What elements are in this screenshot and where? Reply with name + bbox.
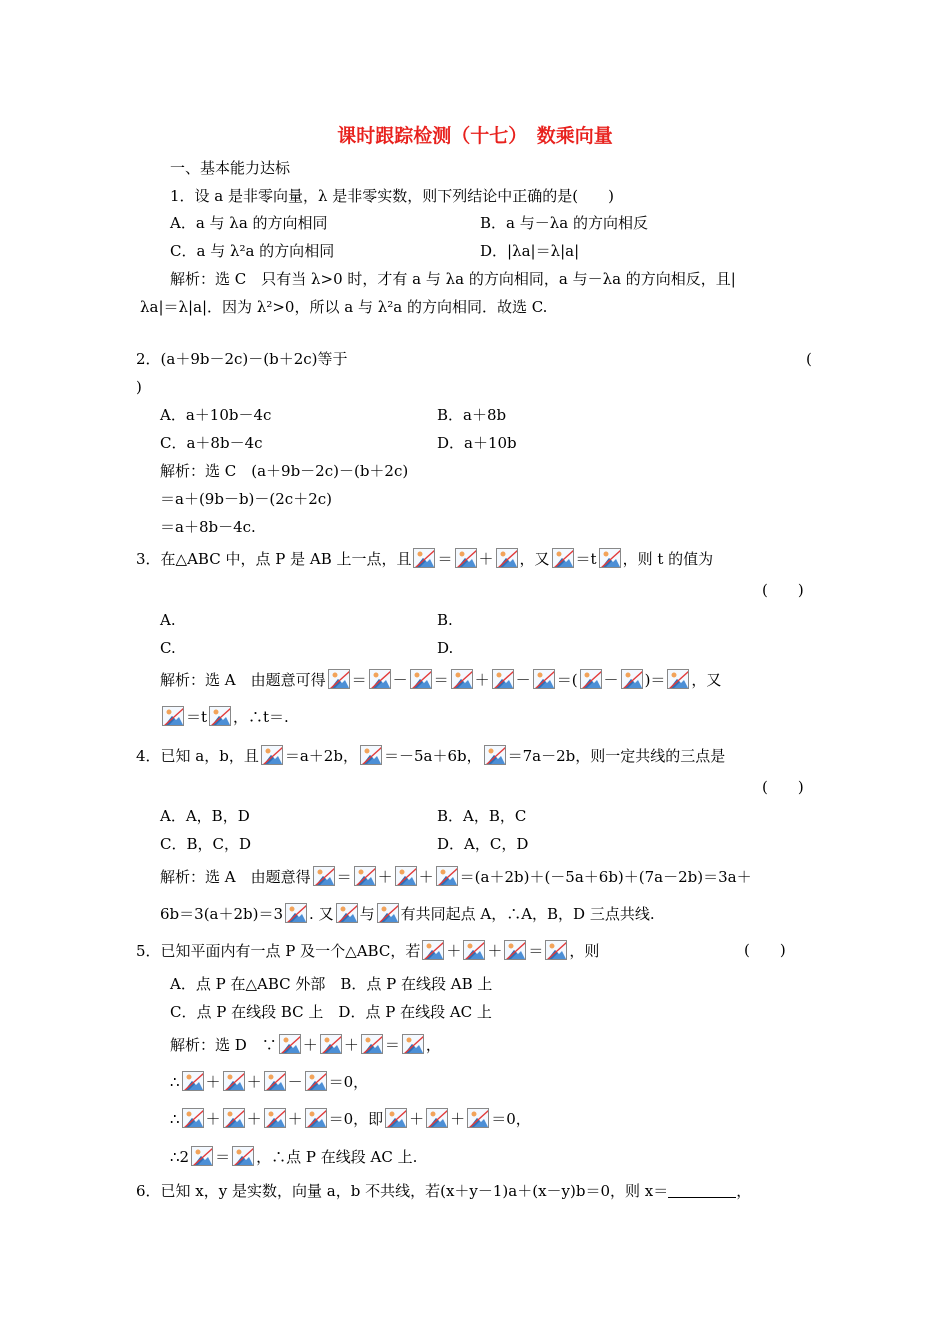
plus-sign: ＋ (478, 550, 494, 568)
vector-image-icon (182, 1071, 204, 1091)
vector-image-icon (285, 903, 307, 923)
vector-image-icon (599, 548, 621, 568)
q4-stem (136, 745, 725, 766)
q3-option-d: D. (437, 639, 454, 657)
vector-image-icon (426, 1108, 448, 1128)
plus-sign: ＋ (377, 868, 393, 886)
q3-answer-text: ＝t (186, 708, 208, 726)
q3-paren: ( ) (762, 581, 804, 599)
vector-image-icon (621, 669, 643, 689)
plus-sign: ＋ (246, 1073, 262, 1091)
vector-image-icon (402, 1034, 424, 1054)
vector-image-icon (451, 669, 473, 689)
q4-answer-text: 6b＝3(a＋2b)＝3 (160, 905, 284, 923)
equals-sign: ＝ (528, 942, 544, 960)
minus-sign: － (287, 1073, 303, 1091)
q5-answer-line2 (170, 1071, 368, 1092)
q2-option-b: B．a＋8b (437, 406, 507, 424)
q3-answer-line1 (160, 669, 721, 690)
q5-stem-text: ，则 (569, 942, 600, 960)
q4-option-b: B．A，B，C (437, 807, 527, 825)
equals-sign: ＝ (433, 671, 449, 689)
plus-sign: ＋ (246, 1110, 262, 1128)
q5-stem-text: 5．已知平面内有一点 P 及一个△ABC，若 (136, 942, 421, 960)
plus-sign: ＋ (343, 1036, 359, 1054)
equals-sign: ＝ (215, 1148, 231, 1166)
q1-answer-line1: 解析：选 C 只有当 λ>0 时，才有 a 与 λa 的方向相同，a 与－λa 的方向相反，且| (170, 270, 736, 288)
q5-answer-line3 (170, 1108, 531, 1129)
q3-answer-text: ，∴t＝. (233, 708, 289, 726)
q4-stem-text: ＝a＋2b， (284, 747, 358, 765)
q4-answer-text: 与 (359, 905, 375, 923)
q4-answer-text: 解析：选 A 由题意得 (160, 868, 311, 886)
q6-stem-text: 6．已知 x，y 是实数，向量 a，b 不共线，若(x＋y－1)a＋(x－y)b＝0，则 x＝ (136, 1182, 669, 1200)
plus-sign: ＋ (487, 942, 503, 960)
q2-option-c: C．a＋8b－4c (160, 434, 263, 452)
q2-option-d: D．a＋10b (437, 434, 517, 452)
therefore-sign: ∴ (170, 1110, 180, 1128)
q4-option-a: A．A，B，D (160, 807, 250, 825)
q2-paren-open: ( (806, 350, 812, 368)
vector-image-icon (328, 669, 350, 689)
q1-stem: 1．设 a 是非零向量，λ 是非零实数，则下列结论中正确的是( ) (170, 187, 615, 205)
q5-stem (136, 940, 599, 961)
vector-image-icon (320, 1034, 342, 1054)
therefore-sign: ∴ (170, 1073, 180, 1091)
plus-sign: ＋ (302, 1036, 318, 1054)
q5-answer-text: ＝0， (328, 1073, 369, 1091)
section-heading: 一、基本能力达标 (170, 159, 291, 177)
q4-option-d: D．A，C，D (437, 835, 529, 853)
q2-option-a: A．a＋10b－4c (160, 406, 272, 424)
q3-answer-line2 (160, 706, 289, 727)
q4-answer-text: . 又 (309, 905, 334, 923)
vector-image-icon (360, 745, 382, 765)
equals-sign: ＝ (437, 550, 453, 568)
q3-option-b: B. (437, 611, 453, 629)
vector-image-icon (436, 866, 458, 886)
comma: ， (425, 1036, 441, 1054)
q2-answer-line3: ＝a＋8b－4c. (160, 518, 256, 536)
page-title: 课时跟踪检测（十七） 数乘向量 (337, 125, 613, 147)
plus-sign: ＋ (450, 1110, 466, 1128)
vector-image-icon (191, 1146, 213, 1166)
plus-sign: ＋ (409, 1110, 425, 1128)
vector-image-icon (232, 1146, 254, 1166)
vector-image-icon (369, 669, 391, 689)
q5-paren: ( ) (744, 941, 786, 959)
q1-answer-line2: λa|＝λ|a|．因为 λ²>0，所以 a 与 λ²a 的方向相同．故选 C. (140, 298, 548, 316)
vector-image-icon (552, 548, 574, 568)
q5-answer-text: ，∴点 P 在线段 AC 上. (256, 1148, 418, 1166)
q5-answer-text: ＝0， (491, 1110, 531, 1128)
q3-option-c: C. (160, 639, 176, 657)
equals-sign: ＝ (351, 671, 367, 689)
plus-sign: ＋ (418, 868, 434, 886)
q2-stem: 2．(a＋9b－2c)－(b＋2c)等于 (136, 350, 348, 368)
q3-stem-text: 3．在△ABC 中，点 P 是 AB 上一点，且 (136, 550, 412, 568)
vector-image-icon (533, 669, 555, 689)
vector-image-icon (492, 669, 514, 689)
q5-answer-text: ∴2 (170, 1148, 190, 1166)
vector-image-icon (496, 548, 518, 568)
vector-image-icon (223, 1108, 245, 1128)
q5-answer-text: 解析：选 D ∵ (170, 1036, 277, 1054)
vector-image-icon (545, 940, 567, 960)
vector-image-icon (455, 548, 477, 568)
q2-paren-close: ) (136, 378, 142, 396)
equals-sign: ＝ (384, 1036, 400, 1054)
q4-stem-text: ＝7a－2b，则一定共线的三点是 (507, 747, 726, 765)
answer-blank[interactable] (668, 1183, 736, 1198)
q3-answer-text: 解析：选 A 由题意可得 (160, 671, 326, 689)
q5-answer-text: ＝0， (328, 1110, 369, 1128)
q3-option-a: A. (160, 611, 176, 629)
q6-stem-text: ， (736, 1182, 752, 1200)
vector-image-icon (313, 866, 335, 886)
q3-stem-text: ，则 t 的值为 (622, 550, 714, 568)
vector-image-icon (463, 940, 485, 960)
vector-image-icon (264, 1108, 286, 1128)
plus-sign: ＋ (287, 1110, 303, 1128)
q4-answer-text: 有共同起点 A，∴A，B，D 三点共线. (400, 905, 655, 923)
q4-answer-text: ＝(a＋2b)＋(－5a＋6b)＋(7a－2b)＝3a＋ (459, 868, 752, 886)
q4-stem-text: ＝－5a＋6b， (383, 747, 482, 765)
q3-answer-text: ，又 (691, 671, 722, 689)
q3-stem-text: ＝t (575, 550, 597, 568)
vector-image-icon (395, 866, 417, 886)
vector-image-icon (467, 1108, 489, 1128)
vector-image-icon (361, 1034, 383, 1054)
q4-option-c: C．B，C，D (160, 835, 252, 853)
vector-image-icon (504, 940, 526, 960)
equals-sign: ＝ (336, 868, 352, 886)
q1-option-b: B．a 与－λa 的方向相反 (480, 214, 648, 232)
plus-sign: ＋ (474, 671, 490, 689)
vector-image-icon (385, 1108, 407, 1128)
q1-option-d: D．|λa|＝λ|a| (480, 242, 580, 260)
q5-answer-line1 (170, 1034, 441, 1055)
q3-stem (136, 548, 713, 569)
plus-sign: ＋ (205, 1073, 221, 1091)
vector-image-icon (377, 903, 399, 923)
q5-options-ab: A．点 P 在△ABC 外部 B．点 P 在线段 AB 上 (170, 975, 493, 993)
vector-image-icon (182, 1108, 204, 1128)
q1-option-a: A．a 与 λa 的方向相同 (170, 214, 328, 232)
vector-image-icon (261, 745, 283, 765)
q4-stem-text: 4．已知 a，b，且 (136, 747, 259, 765)
q5-answer-text: 即 (368, 1110, 384, 1128)
vector-image-icon (336, 903, 358, 923)
q2-answer-line1: 解析：选 C (a＋9b－2c)－(b＋2c) (160, 462, 409, 480)
vector-image-icon (422, 940, 444, 960)
q5-options-cd: C．点 P 在线段 BC 上 D．点 P 在线段 AC 上 (170, 1003, 492, 1021)
q1-option-c: C．a 与 λ²a 的方向相同 (170, 242, 335, 260)
q4-answer-line2 (160, 903, 655, 924)
minus-sign: － (515, 671, 531, 689)
q5-answer-line4 (170, 1146, 417, 1167)
vector-image-icon (162, 706, 184, 726)
vector-image-icon (667, 669, 689, 689)
minus-sign: － (603, 671, 619, 689)
vector-image-icon (413, 548, 435, 568)
q4-paren: ( ) (762, 778, 804, 796)
plus-sign: ＋ (205, 1110, 221, 1128)
vector-image-icon (484, 745, 506, 765)
vector-image-icon (223, 1071, 245, 1091)
paren-open: ＝( (556, 671, 578, 689)
vector-image-icon (279, 1034, 301, 1054)
q6-stem (136, 1181, 751, 1201)
vector-image-icon (305, 1071, 327, 1091)
q3-stem-text: ，又 (519, 550, 550, 568)
vector-image-icon (580, 669, 602, 689)
q2-answer-line2: ＝a＋(9b－b)－(2c＋2c) (160, 490, 332, 508)
vector-image-icon (209, 706, 231, 726)
minus-sign: － (392, 671, 408, 689)
vector-image-icon (264, 1071, 286, 1091)
plus-sign: ＋ (446, 942, 462, 960)
q4-answer-line1 (160, 866, 752, 887)
vector-image-icon (410, 669, 432, 689)
vector-image-icon (354, 866, 376, 886)
paren-close: )＝ (644, 671, 666, 689)
vector-image-icon (305, 1108, 327, 1128)
